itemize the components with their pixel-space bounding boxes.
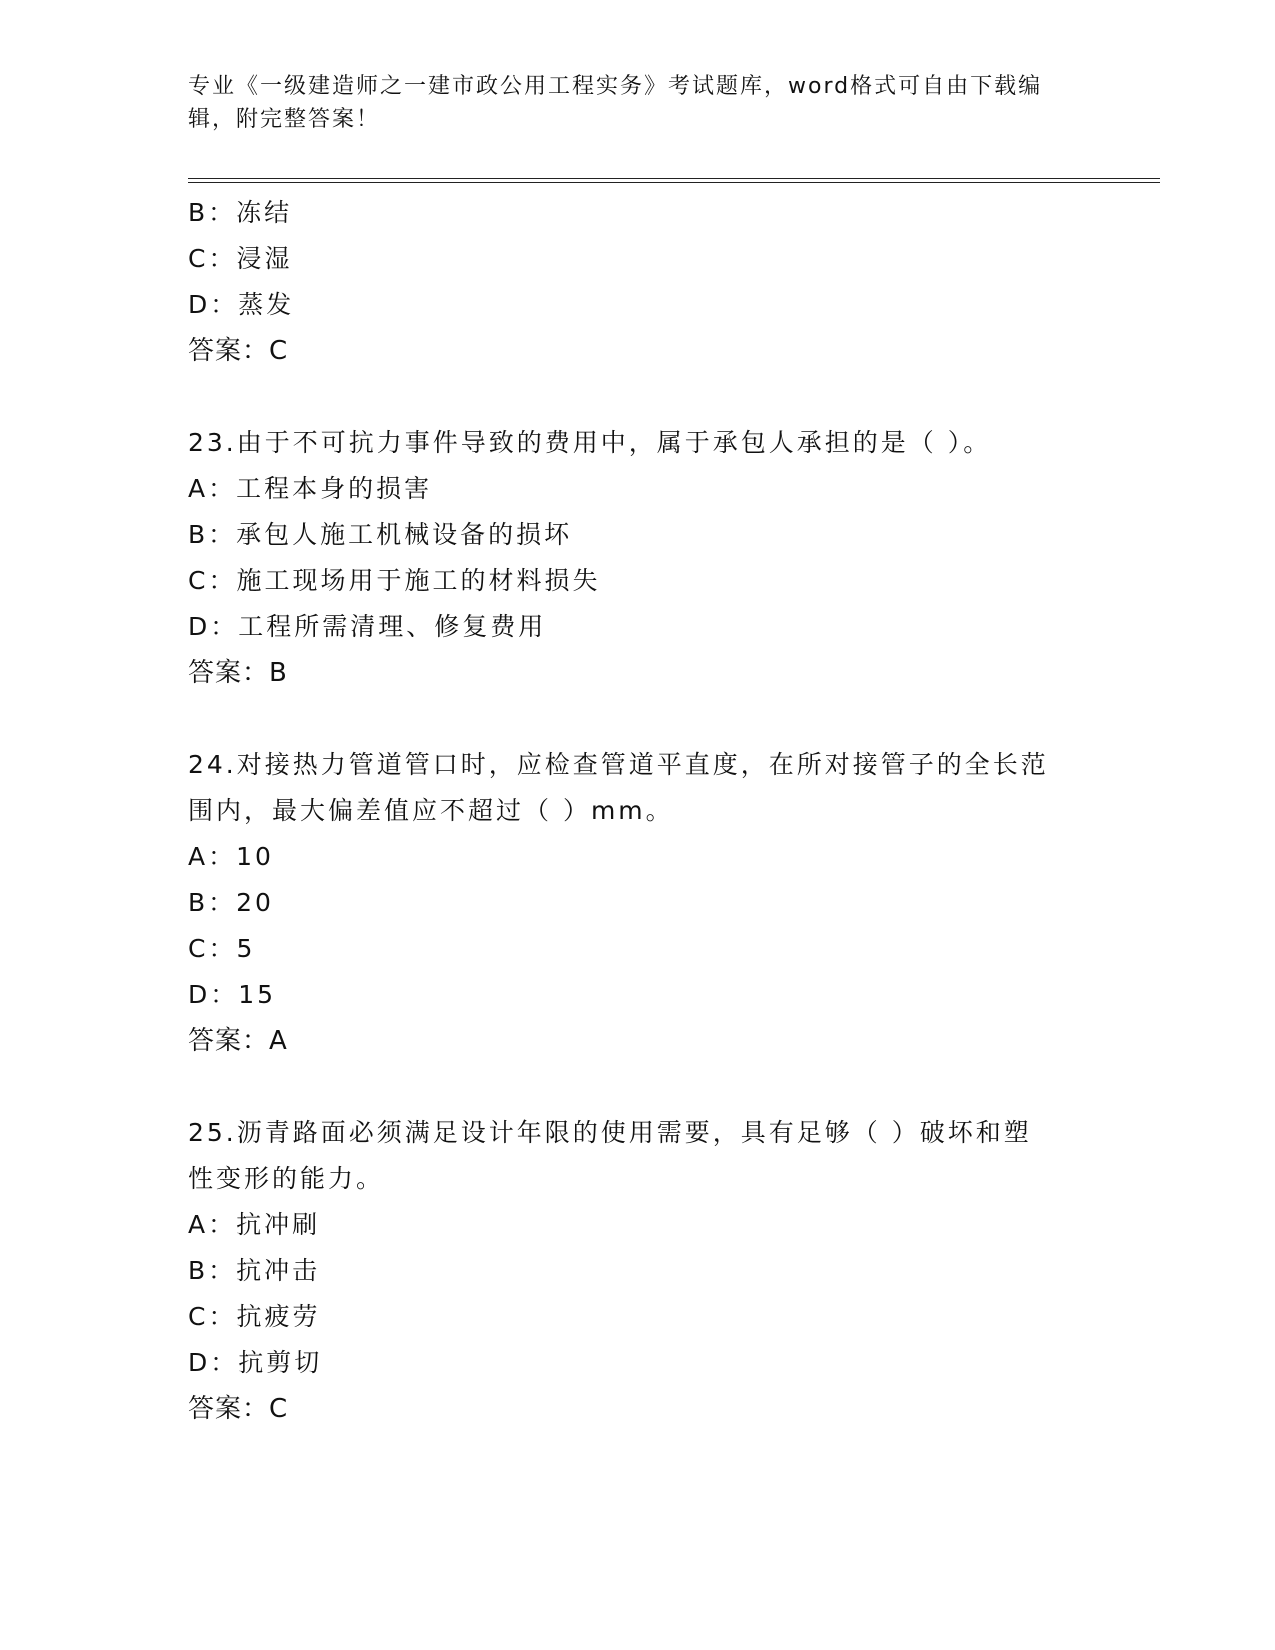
spacer [188, 1064, 1088, 1110]
option-d: D：15 [188, 980, 277, 1009]
question-stem-line-2: 围内，最大偏差值应不超过（ ）mm。 [188, 796, 674, 825]
option-a: A：工程本身的损害 [188, 474, 433, 503]
option-c: C：抗疲劳 [188, 1302, 321, 1331]
question-24 [188, 742, 1088, 1064]
question-stem-line-1: 25.沥青路面必须满足设计年限的使用需要，具有足够（ ）破坏和塑 [188, 1118, 1032, 1147]
answer: 答案：C [188, 1394, 289, 1424]
question-25 [188, 1110, 1088, 1432]
header-line-2: 辑，附完整答案！ [188, 107, 381, 132]
question-22 [188, 190, 1088, 374]
option-c: C：施工现场用于施工的材料损失 [188, 566, 601, 595]
option-d: D：抗剪切 [188, 1348, 323, 1377]
spacer [188, 374, 1088, 420]
option-c: C：5 [188, 934, 256, 963]
question-stem-line-2: 性变形的能力。 [188, 1164, 385, 1193]
answer: 答案：A [188, 1026, 288, 1056]
document-header [188, 70, 1068, 136]
option-c: C：浸湿 [188, 244, 293, 273]
option-b: B：20 [188, 888, 274, 917]
option-a: A：10 [188, 842, 274, 871]
question-stem: 23.由于不可抗力事件导致的费用中，属于承包人承担的是（ ）。 [188, 428, 992, 457]
header-line-1: 专业《一级建造师之一建市政公用工程实务》考试题库，word格式可自由下载编 [188, 74, 1043, 99]
question-23 [188, 420, 1088, 696]
option-b: B：冻结 [188, 198, 293, 227]
option-b: B：抗冲击 [188, 1256, 321, 1285]
header-divider-top [188, 178, 1160, 179]
answer: 答案：C [188, 336, 289, 366]
option-a: A：抗冲刷 [188, 1210, 321, 1239]
option-b: B：承包人施工机械设备的损坏 [188, 520, 573, 549]
answer: 答案：B [188, 658, 288, 688]
option-d: D：蒸发 [188, 290, 295, 319]
option-d: D：工程所需清理、修复费用 [188, 612, 547, 641]
question-list [188, 190, 1088, 1432]
question-stem-line-1: 24.对接热力管道管口时，应检查管道平直度，在所对接管子的全长范 [188, 750, 1049, 779]
header-divider-bottom [188, 182, 1160, 183]
spacer [188, 696, 1088, 742]
